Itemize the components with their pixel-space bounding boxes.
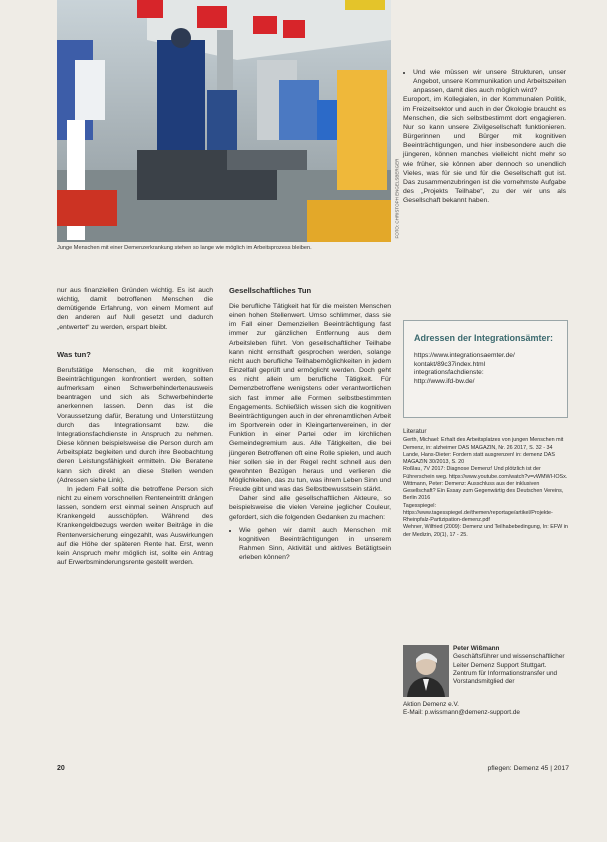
box-link[interactable]: kontakt/89c37index.html [414, 360, 486, 368]
literature-entry: Gerth, Michael: Erhalt des Arbeitsplatzes von jungen Menschen mit Demenz, in: alzheimer DAS MAGAZIN, Nr. 26 2017, S. 32 - 34 [403, 437, 564, 451]
column-1-intro: nur aus finanziellen Gründen wichtig. Es ist auch wichtig, damit betroffenen Menschen die demütigende Erfahrung, von einem Moment auf den anderen auf Null gesetzt und dadurch „entwertet“ zu werden, erspart bleibt. [57, 287, 213, 331]
article-column-3 [403, 68, 566, 205]
box-link-label: integrationsfachdienste: [414, 369, 484, 377]
column-3-bullet-list [403, 68, 566, 95]
box-link[interactable]: https://www.integrationsaemter.de/ [414, 352, 515, 359]
box-links [414, 352, 567, 386]
column-2-bullet: • Wie gehen wir damit auch Menschen mit kognitiven Beeinträchtigungen in unserem Rahmen Sinn, Aktivität und aktives Betätigtsein erleben können? [239, 526, 391, 563]
literature-entry: Tagesspiegel: https://www.tagesspiegel.de/themen/reportage/artikel/Projekte-Rheinpfalz-Partizipation-demenz.pdf [403, 502, 553, 523]
photo-credit [393, 140, 401, 240]
section-heading-was-tun: Was tun? [57, 349, 91, 359]
column-1-paragraph-2: In jedem Fall sollte die betroffene Person sich nicht zu einem vorschnellen Renteneintritt drängen lassen, sondern erst einmal seinen Anspruch auf Krankengeld ausschöpfen. Während des Krankengeldbezugs werden weiter Beiträge in die Rentenversicherung eingezahlt, was Auswirkungen auf die Höhe der späteren Rente hat. Erst, wenn kein Anspruch mehr möglich ist, sollte ein Antrag auf Erwerbsminderungsrente gestellt werden. [57, 485, 213, 567]
column-2-paragraph-1: Die berufliche Tätigkeit hat für die meisten Menschen einen hohen Stellenwert. Umso schlimmer, dass sie im Fall einer Demenziellen Beeinträchtigung fast immer zur gänzlichen Entfernung aus dem Arbeitsleben führt. Von gesellschaftlicher Teilhabe kann nicht ernsthaft gesprochen werden, solange nicht auch berufliche Teilhabemöglichkeiten in jedem Einzelfall geprüft und ermöglicht werden. Doch geht es nicht allein um berufliche Tätigkeit. Für Demenzbetroffene wenigstens oder verantwortlichen sich fast immer alle Formen selbstbestimmten Engagements. Schließlich wissen sich die kognitiven Beeinträchtigungen auch in der ehrenamtlichen Arbeit im Sportverein oder in Kleingartenvereinen, in der Funktion in einer Partei oder im kirchlichen Gemeindegremium aus. Alle Tätigkeiten, die bei jüngeren Betroffenen oft eine Rolle spielen, und auch hier sollen sie in der Regel recht schnell aus den gewohnten Bezügen heraus und verlieren die Möglichkeiten, das zu tun, was ihrem Leben Sinn und Freude gibt und was das Selbstbewusstsein stärkt. [229, 303, 391, 494]
page-footer [57, 765, 569, 775]
photo-caption: Junge Menschen mit einer Demenzerkrankung stehen so lange wie möglich im Arbeitsprozess bleiben. [57, 245, 312, 251]
article-photo [57, 0, 391, 242]
column-3-paragraph-1: Europort, im Kollegialen, in der Kommunalen Politik, im Freizeitsektor und auch in der Ökologie braucht es Menschen, die sich selbstbestimmt dort engagieren. Nur so kann unsere Zivilgesellschaft funktionieren. Bürgerinnen und Bürger mit kognitiven Beeinträchtigungen, und hier insbesondere auch die jüngeren, können manches vielleicht nicht mehr so wie früher, sie können aber dennoch so unendlich Vieles, was für sie und für die Gesellschaft gut ist. Das zusammenzubringen ist die vornehmste Aufgabe des „Projekts Teilhabe“, zu der wir uns als Gesellschaft bekannt haben. [403, 96, 566, 205]
author-photo [403, 645, 449, 697]
box-link[interactable]: http://www.ifd-bw.de/ [414, 377, 475, 385]
literature-list [403, 428, 569, 539]
column-1-paragraph-1: Berufstätige Menschen, die mit kognitiven Beeinträchtigungen konfrontiert werden, sollten aufmerksam einen Schwerbehindertenausweis beantragen und sich als Schwerbehinderte anerkennen lassen. Denn das ist die Voraussetzung dafür, Beratung und Unterstützung durch das Integrationsamt bzw. die Integrationsfachdienste in Anspruch zu nehmen. Diese können beispielsweise die Person durch am Arbeitsplatz begleiten und durch ihre Beobachtung deren Leistungsfähigkeit ermitteln. Die Beratene kann sich direkt an diese Stellen wenden (Adressen siehe Link). [57, 366, 213, 484]
column-2-bullet-list [229, 526, 391, 563]
integration-offices-box [403, 320, 568, 418]
author-name: Peter Wißmann [453, 645, 500, 652]
box-title: Adressen der Integrationsämter: [414, 333, 554, 343]
author-contact [403, 701, 571, 718]
article-column-2 [229, 286, 391, 562]
author-organization: Aktion Demenz e.V. [403, 701, 459, 708]
page-number: 20 [57, 765, 65, 772]
column-3-bullet: • Und wie müssen wir unsere Strukturen, unser Angebot, unsere Kommunikation und Arbeitszeiten anpassen, damit dies auch möglich wird? [413, 68, 566, 95]
column-2-paragraph-2: Daher sind alle gesellschaftlichen Akteure, so beispielsweise die vielen Vereine jeglicher Couleur, gefordert, sich die folgenden Gedanken zu machen: [229, 495, 391, 521]
photo-credit-text: FOTO: CHRISTOPH ENGELSBERGER [394, 158, 400, 239]
author-role: Geschäftsführer und wissenschaftlicher Leiter Demenz Support Stuttgart. Zentrum für Informationstransfer und Vorstandsmitglied der [453, 653, 565, 686]
article-column-1 [57, 286, 213, 567]
literature-entry: Roßlau, 7V 2017: Diagnose Demenz! Und plötzlich ist der Führerschein weg. https://www.youtube.com/watch?v=vWMWI-IOSx. Wittmann, Peter: Demenz: Ausschluss aus der inklusiven Gesellschaft? Ein Essay zum Gegenwärtig des Deutschen Vereins, Berlin 2016 [403, 466, 568, 502]
literature-heading: Literatur [403, 428, 427, 435]
workshop-photo-illustration [57, 0, 391, 242]
literature-entry: Wehner, Wilfried (2009): Demenz und Teilhabebedingung, In: EFW in der Medizin, 20(1), 17 - 25. [403, 524, 568, 538]
author-portrait-icon [403, 645, 449, 697]
author-info [453, 645, 571, 686]
magazine-issue: pflegen: Demenz 45 | 2017 [487, 765, 569, 772]
section-heading-gesellschaftliches-tun: Gesellschaftliches Tun [229, 286, 312, 295]
literature-entry: Lande, Hans-Dieter: Fordern statt ausgrenzen! in: demenz DAS MAGAZIN 30/2013, S. 20 [403, 451, 555, 465]
author-email[interactable]: E-Mail: p.wissmann@demenz-support.de [403, 709, 520, 717]
